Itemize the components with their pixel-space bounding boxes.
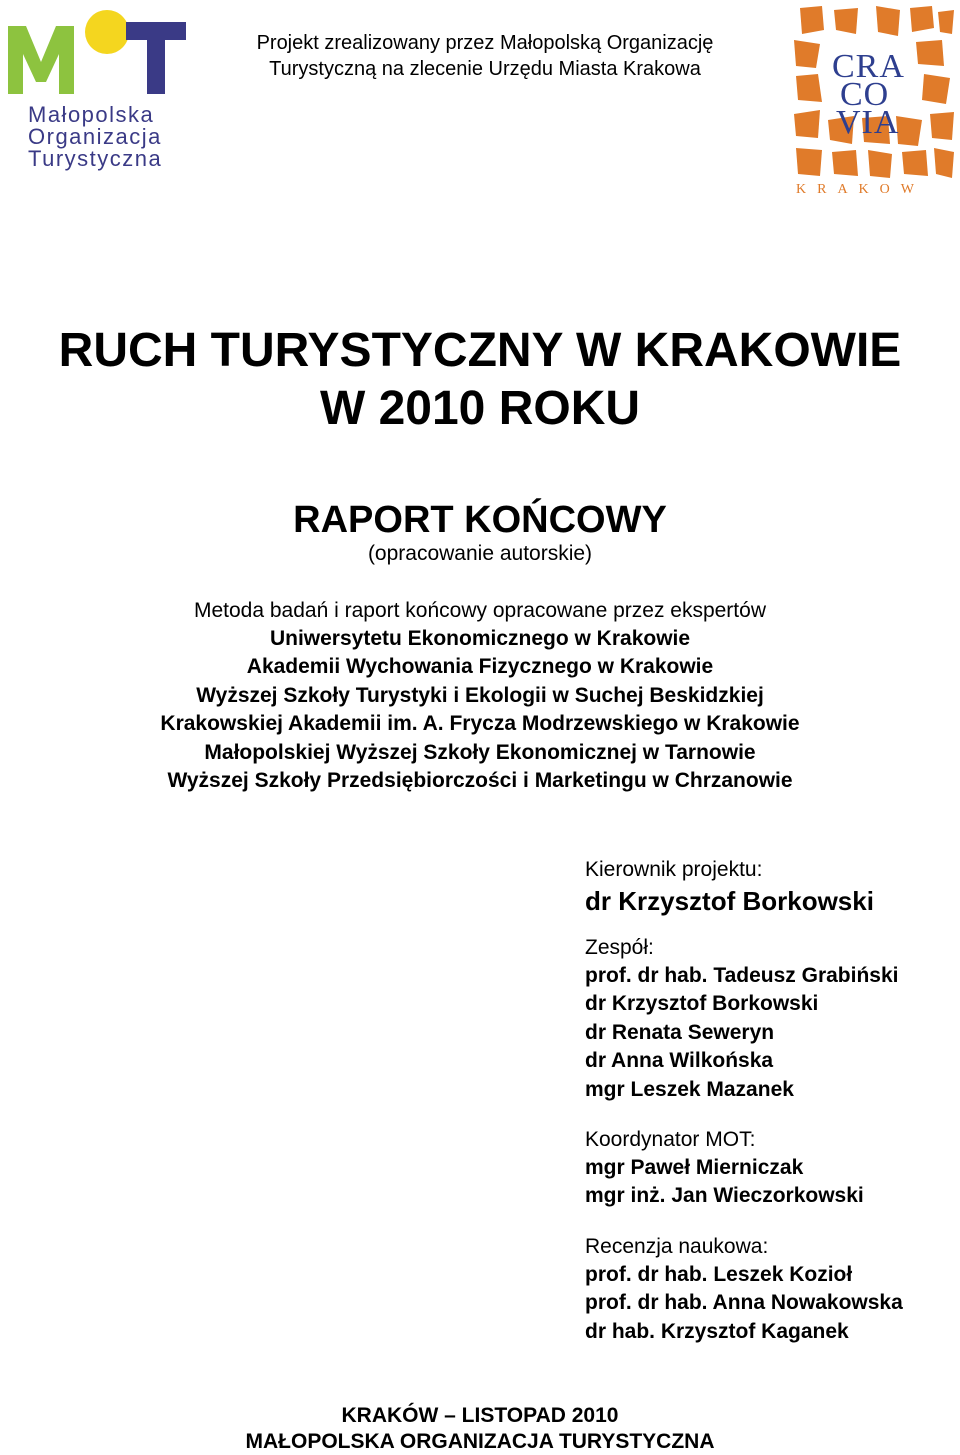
footer-line: KRAKÓW – LISTOPAD 2010 (341, 1404, 619, 1427)
coordinator-name: mgr inż. Jan Wieczorkowski (585, 1184, 864, 1208)
cracovia-logo-word: KRAKOW (796, 182, 925, 197)
document-title-line: W 2010 ROKU (319, 382, 641, 435)
team-member: mgr Leszek Mazanek (585, 1077, 794, 1101)
document-title (0, 322, 960, 438)
method-intro: Metoda badań i raport końcowy opracowane przez ekspertów (194, 599, 766, 622)
team-label: Zespół: (585, 936, 654, 959)
project-note (200, 30, 770, 82)
cracovia-logo-line: CO (840, 76, 890, 113)
reviewer-name: dr hab. Krzysztof Kaganek (585, 1319, 849, 1343)
institution-item: Małopolskiej Wyższej Szkoły Ekonomicznej w Tarnowie (204, 740, 756, 764)
manager-label: Kierownik projektu: (585, 858, 763, 881)
document-title-line: RUCH TURYSTYCZNY W KRAKOWIE (58, 324, 902, 377)
report-subheading: (opracowanie autorskie) (367, 542, 593, 565)
cracovia-logo-line: VIA (836, 104, 900, 141)
institution-item: Akademii Wychowania Fizycznego w Krakowie (246, 655, 714, 679)
project-note-line: Projekt zrealizowany przez Małopolską Organizację (256, 32, 714, 54)
review-label: Recenzja naukowa: (585, 1234, 769, 1258)
institution-item: Wyższej Szkoły Turystyki i Ekologii w Suchej Beskidzkiej (196, 683, 764, 707)
institution-list (0, 625, 960, 795)
institution-item: Wyższej Szkoły Przedsiębiorczości i Marketingu w Chrzanowie (167, 769, 793, 793)
project-note-line: Turystyczną na zlecenie Urzędu Miasta Krakowa (269, 58, 701, 80)
institution-item: Uniwersytetu Ekonomicznego w Krakowie (269, 627, 691, 650)
cracovia-logo-line: CRA (832, 48, 905, 85)
coordinator-name: mgr Paweł Mierniczak (585, 1156, 804, 1180)
mot-logo-line: Organizacja (28, 124, 162, 149)
reviewer-name: prof. dr hab. Leszek Kozioł (585, 1262, 853, 1286)
cracovia-logo (792, 4, 956, 200)
reviewer-name: prof. dr hab. Anna Nowakowska (585, 1291, 903, 1315)
institution-item: Krakowskiej Akademii im. A. Frycza Modrzewskiego w Krakowie (160, 712, 800, 736)
team-member: dr Krzysztof Borkowski (585, 992, 819, 1016)
footer-line: MAŁOPOLSKA ORGANIZACJA TURYSTYCZNA (245, 1430, 715, 1453)
mot-logo (4, 4, 189, 174)
team-member: dr Anna Wilkońska (585, 1049, 774, 1073)
mot-logo-line: Małopolska (28, 102, 155, 127)
coordinator-label: Koordynator MOT: (585, 1128, 756, 1152)
team-block (585, 856, 955, 1346)
report-heading: RAPORT KOŃCOWY (293, 499, 667, 541)
mot-logo-mark (4, 4, 189, 104)
footer (0, 1403, 960, 1455)
team-member: prof. dr hab. Tadeusz Grabiński (585, 964, 899, 987)
mot-logo-line: Turystyczna (28, 146, 163, 171)
team-member: dr Renata Seweryn (585, 1020, 775, 1044)
manager-name: dr Krzysztof Borkowski (585, 886, 874, 916)
